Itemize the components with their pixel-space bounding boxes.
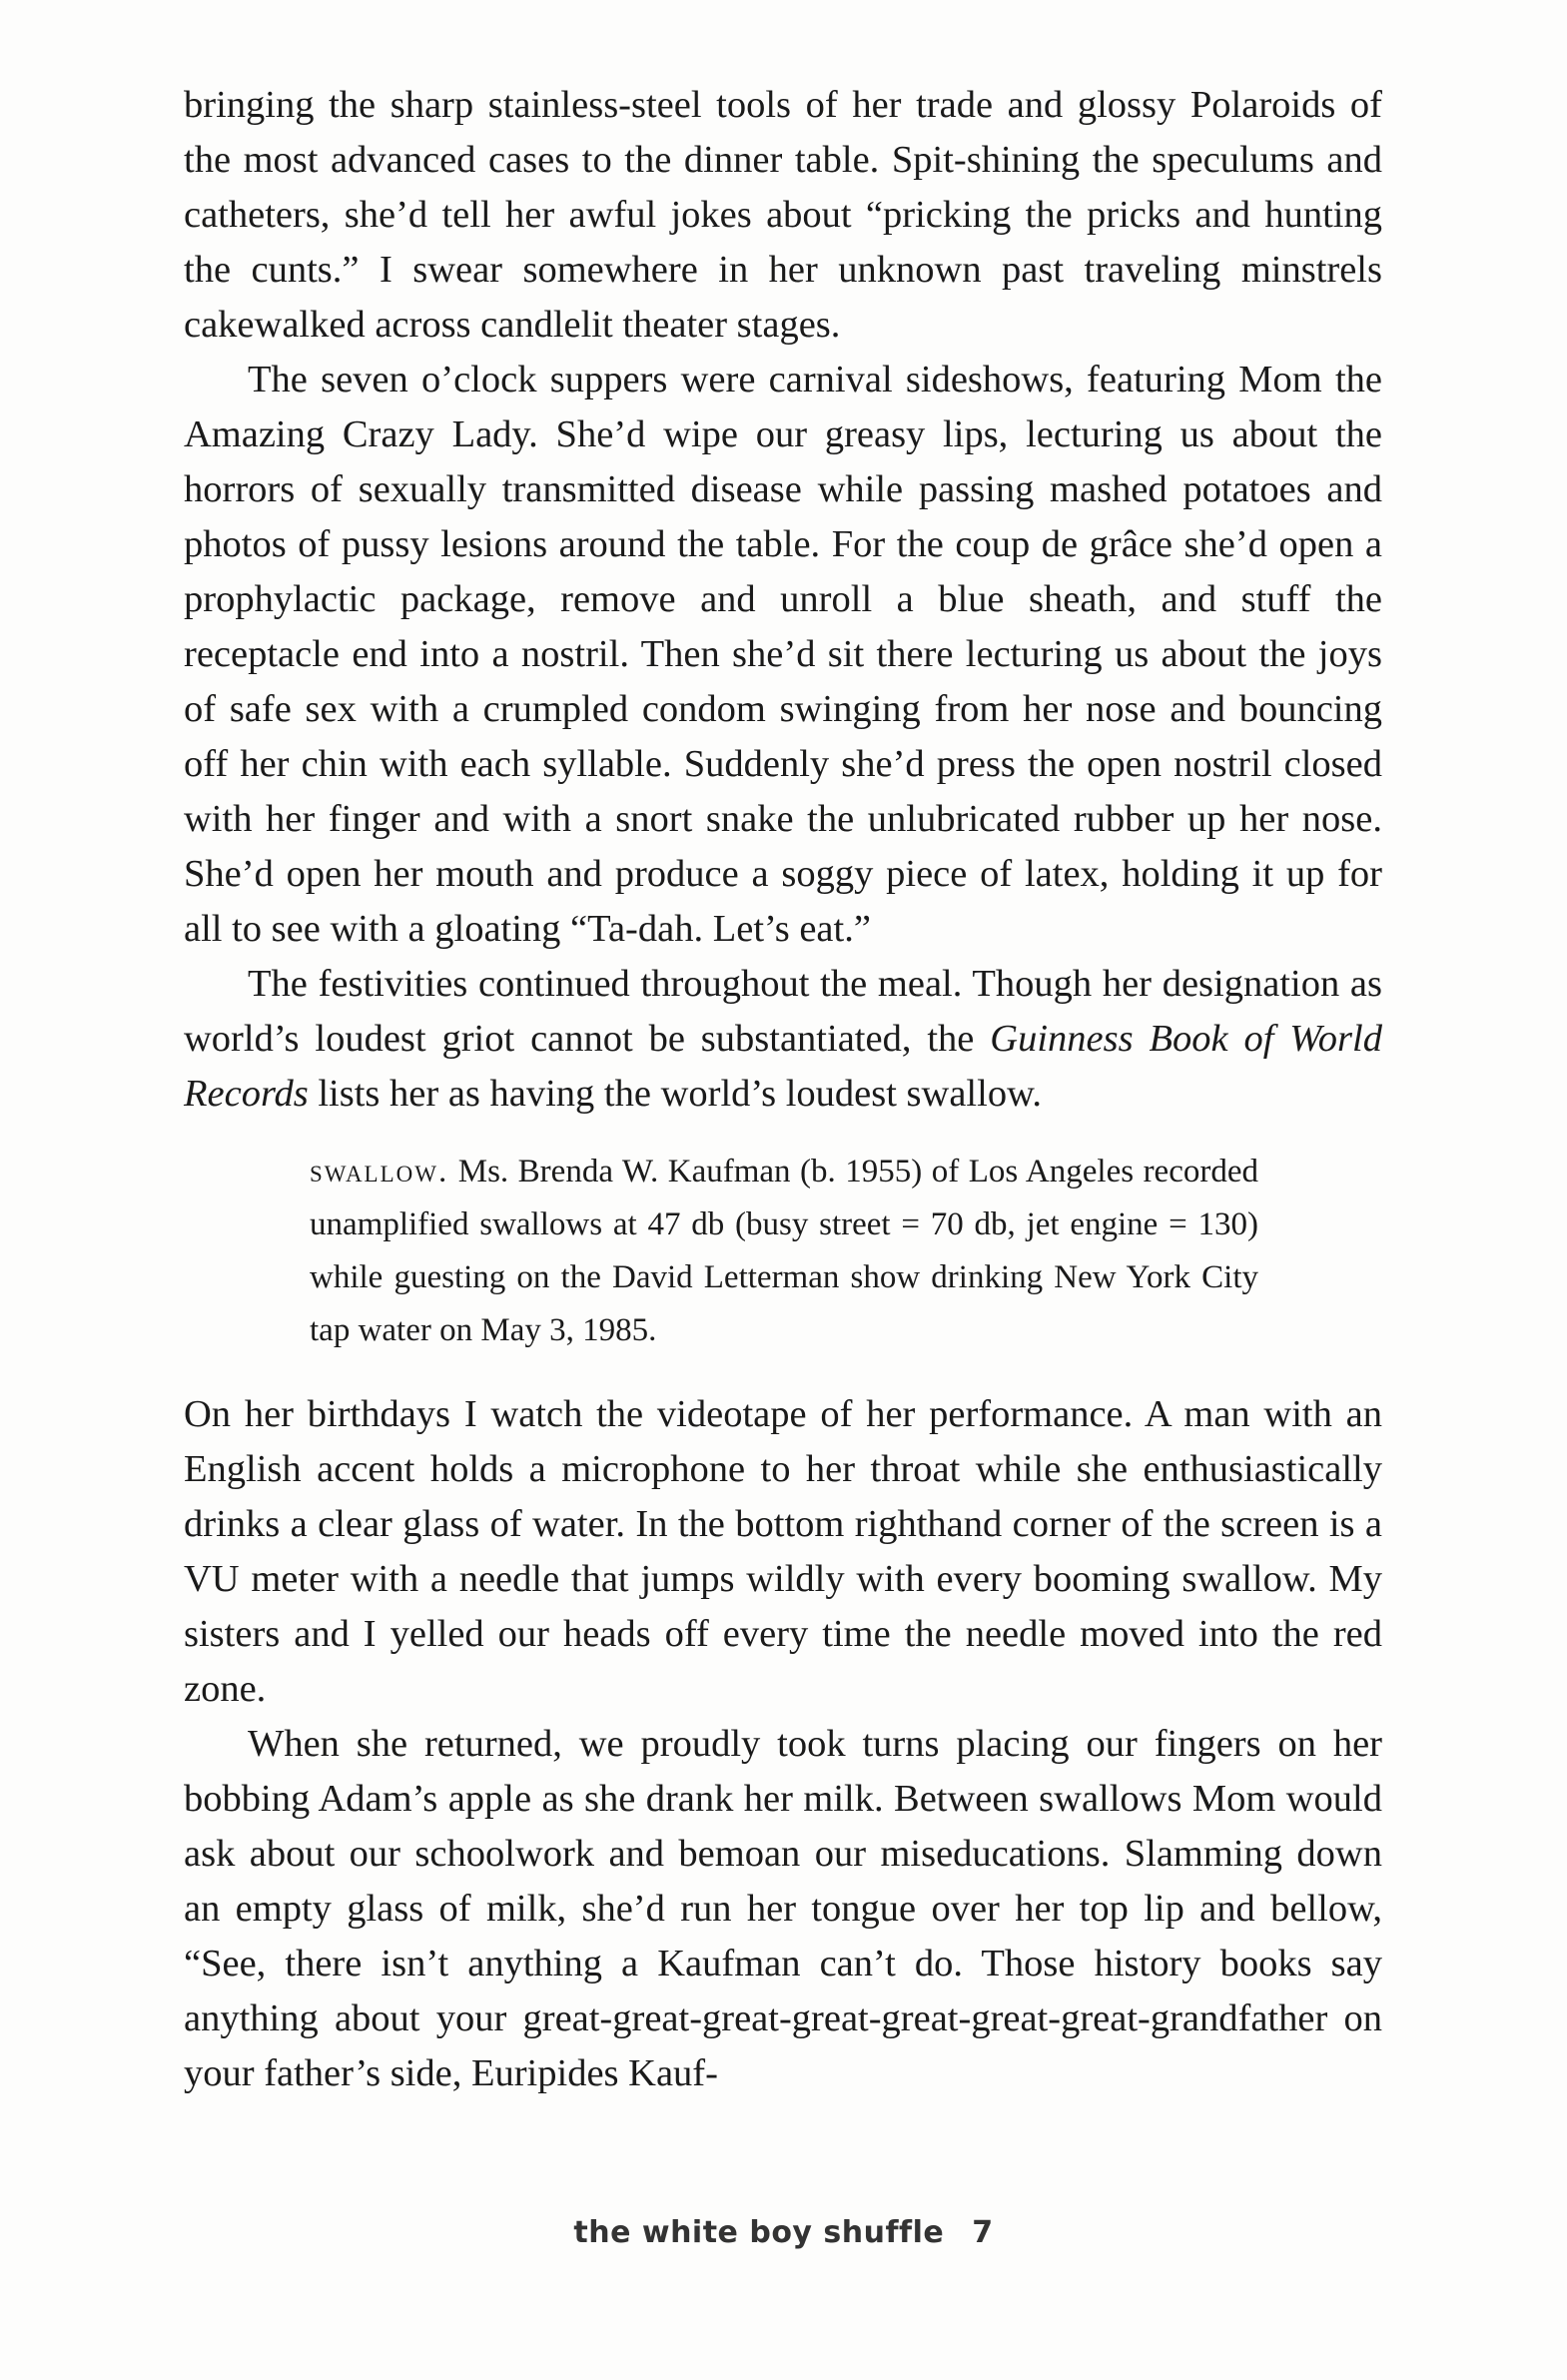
paragraph-2: The seven o’clock suppers were carnival sideshows, featuring Mom the Amazing Crazy Lady. She’d wipe our greasy lips, lecturing us about the horrors of sexually transmitted disease while passing mashed potatoes and photos of pussy lesions around the table. For the coup de grâce she’d open a prophylactic package, remove and unroll a blue sheath, and stuff the receptacle end into a nostril. Then she’d sit there lecturing us about the joys of safe sex with a crumpled condom swinging from her nose and bouncing off her chin with each syllable. Suddenly she’d press the open nostril closed with her finger and with a snort snake the unlubricated rubber up her nose. She’d open her mouth and produce a soggy piece of latex, holding it up for all to see with a gloating “Ta-dah. Let’s eat.”: [184, 359, 1382, 950]
paragraph-3-before: The festivities continued throughout the meal. Though her designation as world’s loudest griot cannot be substantiated, the: [184, 963, 1382, 1060]
body-text: [184, 78, 1382, 2101]
paragraph-4: On her birthdays I watch the videotape of her performance. A man with an English accent holds a microphone to her throat while she enthusiastically drinks a clear glass of water. In the bottom righthand corner of the screen is a VU meter with a needle that jumps wildly with every booming swallow. My sisters and I yelled our heads off every time the needle moved into the red zone.: [184, 1393, 1382, 1710]
page-number: 7: [972, 2215, 994, 2250]
paragraph-1: bringing the sharp stainless-steel tools of her trade and glossy Polaroids of the most advanced cases to the dinner table. Spit-shining the speculums and catheters, she’d tell her awful jokes about “pricking the pricks and hunting the cunts.” I swear somewhere in her unknown past traveling minstrels cakewalked across candlelit theater stages.: [184, 84, 1382, 346]
paragraph-3-after: lists her as having the world’s loudest swallow.: [308, 1073, 1042, 1115]
record-entry-term: swallow.: [310, 1154, 449, 1190]
paragraph-3: [184, 957, 1382, 1122]
paragraph-5: When she returned, we proudly took turns placing our fingers on her bobbing Adam’s apple as she drank her milk. Between swallows Mom would ask about our schoolwork and bemoan our miseducations. Slamming down an empty glass of milk, she’d run her tongue over her top lip and bellow, “See, there isn’t anything a Kaufman can’t do. Those history books say anything about your great-great-great-great-great-great-great-grandfather on your father’s side, Euripides Kauf-: [184, 1723, 1382, 2094]
record-entry-text: Ms. Brenda W. Kaufman (b. 1955) of Los Angeles recorded unamplified swallows at 47 db (busy street = 70 db, jet engine = 130) while guesting on the David Letterman show drinking New York City tap water on May 3, 1985.: [310, 1154, 1258, 1348]
book-title-italic: Guinness Book of World Records: [184, 1018, 1382, 1115]
footer-book-title: the white boy shuffle: [573, 2215, 945, 2250]
record-entry-quote: [310, 1146, 1258, 1357]
running-footer: [0, 2215, 1567, 2250]
